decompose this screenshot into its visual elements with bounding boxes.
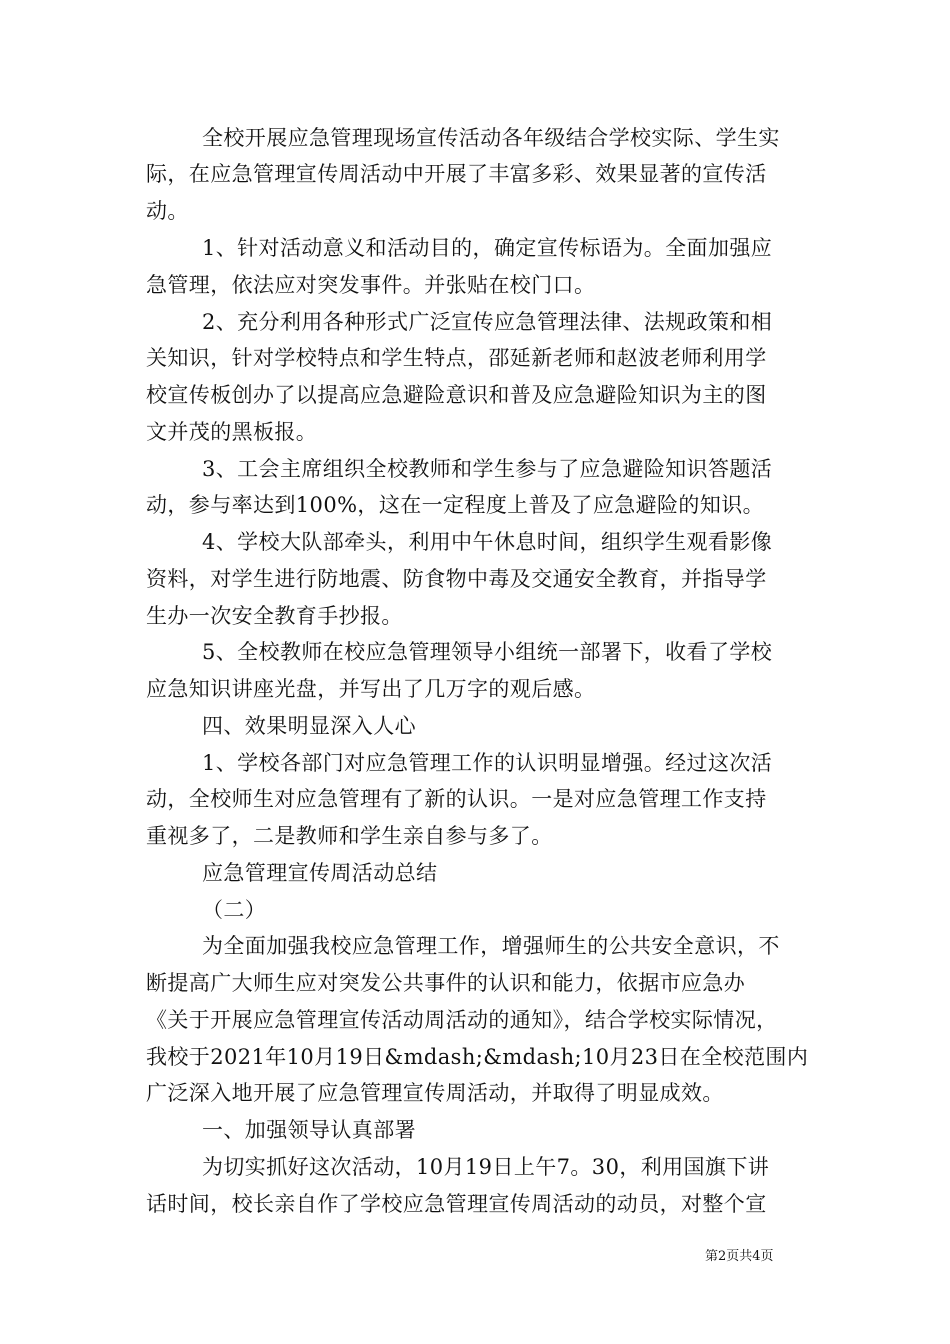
text-line: 1、针对活动意义和活动目的，确定宣传标语为。全面加强应 — [202, 236, 773, 260]
text-line: 为全面加强我校应急管理工作，增强师生的公共安全意识，不 — [202, 934, 780, 958]
text-line: 我校于2021年10月19日&mdash;&mdash;10月23日在全校范围内 — [146, 1045, 809, 1069]
text-line: 1、学校各部门对应急管理工作的认识明显增强。经过这次活 — [202, 751, 773, 775]
text-line: 4、学校大队部牵头，利用中午休息时间，组织学生观看影像 — [202, 530, 773, 554]
text-line: 动，参与率达到100%，这在一定程度上普及了应急避险的知识。 — [146, 493, 765, 517]
text-line: 际，在应急管理宣传周活动中开展了丰富多彩、效果显著的宣传活 — [146, 162, 767, 186]
text-line: 应急知识讲座光盘，并写出了几万字的观后感。 — [146, 677, 596, 701]
text-line: 急管理，依法应对突发事件。并张贴在校门口。 — [146, 273, 596, 297]
text-line: 3、工会主席组织全校教师和学生参与了应急避险知识答题活 — [202, 457, 773, 481]
text-line: 动，全校师生对应急管理有了新的认识。一是对应急管理工作支持 — [146, 787, 767, 811]
text-line: 断提高广大师生应对突发公共事件的认识和能力，依据市应急办 — [146, 971, 746, 995]
text-line: 资料，对学生进行防地震、防食物中毒及交通安全教育，并指导学 — [146, 567, 767, 591]
page-number: 第2页共4页 — [705, 1249, 774, 1264]
text-line: 2、充分利用各种形式广泛宣传应急管理法律、法规政策和相 — [202, 310, 773, 334]
text-line: 校宣传板创办了以提高应急避险意识和普及应急避险知识为主的图 — [146, 383, 767, 407]
text-line: 文并茂的黑板报。 — [146, 420, 318, 444]
text-line: 动。 — [146, 199, 189, 223]
text-line: 生办一次安全教育手抄报。 — [146, 604, 403, 628]
text-line: 话时间，校长亲自作了学校应急管理宣传周活动的动员，对整个宣 — [146, 1192, 767, 1216]
text-line: 广泛深入地开展了应急管理宣传周活动，并取得了明显成效。 — [146, 1081, 724, 1105]
text-line: 关知识，针对学校特点和学生特点，邵延新老师和赵波老师利用学 — [146, 346, 767, 370]
section-heading: 一、加强领导认真部署 — [202, 1118, 416, 1142]
document-title: 应急管理宣传周活动总结 — [202, 861, 438, 885]
text-line: 重视多了，二是教师和学生亲自参与多了。 — [146, 824, 553, 848]
text-line: 《关于开展应急管理宣传活动周活动的通知》，结合学校实际情况， — [146, 1008, 778, 1032]
text-line: 为切实抓好这次活动，10月19日上午7。30，利用国旗下讲 — [202, 1155, 770, 1179]
document-subtitle: （二） — [202, 898, 267, 922]
text-line: 全校开展应急管理现场宣传活动各年级结合学校实际、学生实 — [202, 126, 780, 150]
text-line: 5、全校教师在校应急管理领导小组统一部署下，收看了学校 — [202, 640, 773, 664]
section-heading: 四、效果明显深入人心 — [202, 714, 416, 738]
